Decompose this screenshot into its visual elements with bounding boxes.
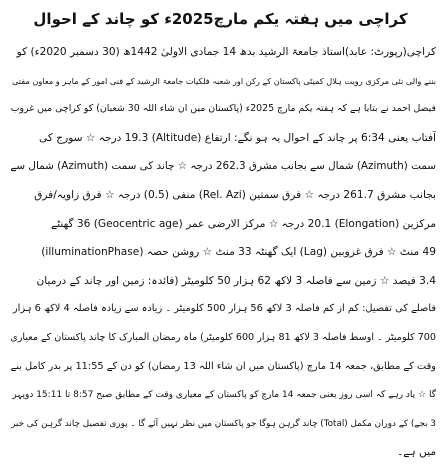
body-line: بننے والی نئی مرکزی رویت ہلال کمیٹی پاکستان کے رکن اور شعبہ فلکیات جامعۃ الرشید کے فنی امور کے ماہر و معاون مفتی <box>11 75 436 86</box>
body-line: آفتاب یعنی 6:34 پر چاند کے احوال یہ ہو نگے: ارتفاع (Altitude) 19.3 درجہ ☆ سورج کی <box>39 131 436 144</box>
body-line: گا ☆ یاد رہے کہ اسی روز یعنی جمعہ 14 مارچ کو پاکستان کے معیاری وقت کے مطابق صبح 8:57 تا 15:11 دوپہر <box>12 390 436 401</box>
body-line: مرکزین (Elongation) 20.1 درجہ ☆ مرکز الارضی عمر (Geocentric age) 36 گھنٹے <box>51 217 436 230</box>
body-line: 49 منٹ ☆ فرق غروبین (Lag) ایک گھنٹہ 33 منٹ ☆ روشن حصہ (illuminationPhase) <box>41 246 436 259</box>
body-line: 3.4 فیصد ☆ زمین سے فاصلہ 3 لاکھ 62 ہزار 50 کلومیٹر (فائدہ: زمین اور چاند کے درمیان <box>36 274 436 287</box>
article-title: کراچی میں ہفتہ یکم مارچ2025ء کو چاند کے احوال <box>33 10 408 28</box>
body-line: کراچی(رپورٹ: عابد)استاذ جامعۃ الرشید بدھ 14 جمادی الاولیٰ 1442ھ (30 دسمبر 2020ء) کو <box>16 46 436 58</box>
body-line: 700 کلومیٹر ۔ اوسط فاصلہ 3 لاکھ 81 ہزار 600 کلومیٹر) ماہ رمضان المبارک کا چاند پاکستان کے معیاری <box>10 331 436 343</box>
body-line: سمت (Azimuth) شمال سے بجانب مشرق 262.3 درجہ ☆ چاند کی سمت (Azimuth) شمال سے <box>10 160 436 173</box>
body-line: 3 بجے) کے دوران مکمل (Total) چاند گرہن ہوگا جو پاکستان میں نظر نہیں آئے گا ۔ پوری تفصیل چاند گرہن کی خبر <box>11 418 436 429</box>
body-line: فاصلے کی تفصیل: کم از کم فاصلہ 3 لاکھ 56 ہزار 500 کلومیٹر ۔ زیادہ سے زیادہ فاصلہ 4 لاکھ 6 ہزار <box>12 303 436 315</box>
article-body <box>5 38 436 467</box>
body-line: فیصل احمد نے بتایا ہے کہ ہفتہ یکم مارچ 2025ء (پاکستان میں ان شاء اللہ 30 شعبان) کو کراچی میں غروب <box>10 103 436 115</box>
body-line: بجانب مشرق 261.7 درجہ ☆ فرق سمتین (Rel. Azi) منفی (0.5) درجہ ☆ فرق زاویہ/فرق <box>34 188 436 201</box>
body-line: وقت کے مطابق، جمعہ 14 مارچ (پاکستان میں ان شاء اللہ 13 رمضان) کو دن کے 11:55 پر بدر کامل بنے <box>10 360 436 372</box>
body-line: میں ہے۔ <box>397 446 436 459</box>
